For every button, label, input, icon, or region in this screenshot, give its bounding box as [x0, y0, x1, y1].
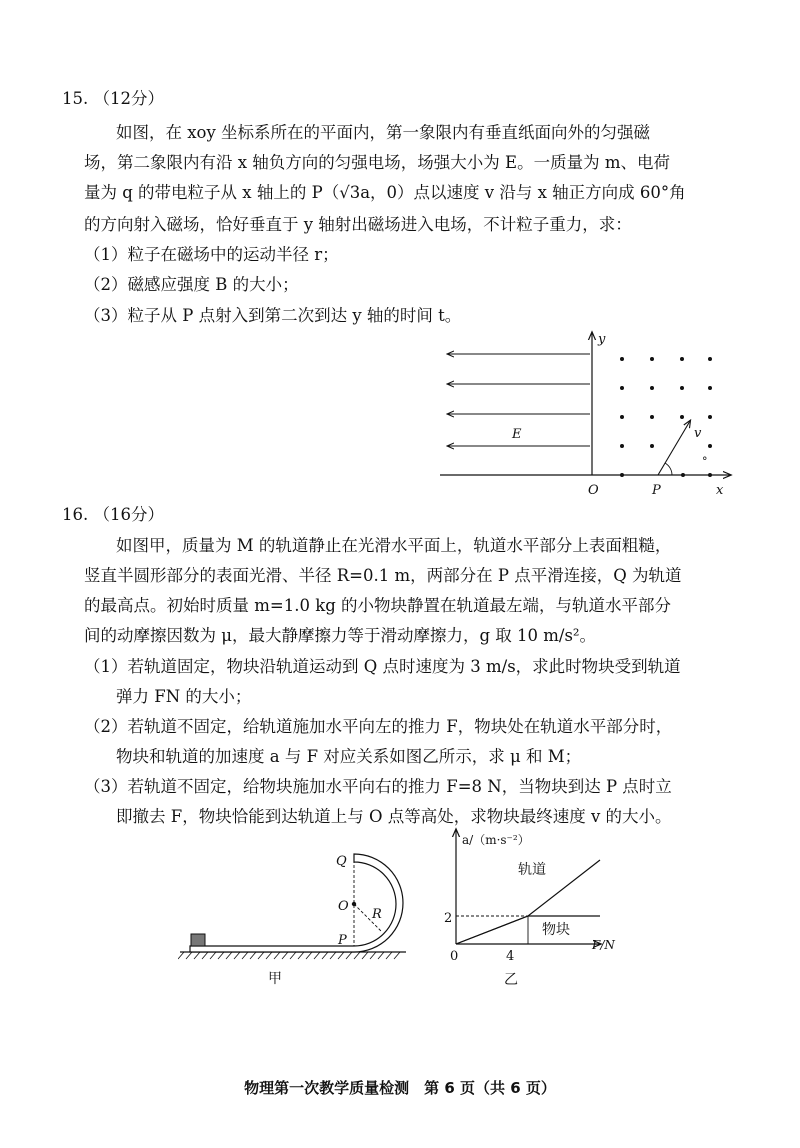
- q15-figure: [440, 325, 760, 503]
- caption-jia: 甲: [268, 971, 282, 987]
- yi-xlabel: F/N: [592, 938, 615, 952]
- track: [190, 854, 403, 952]
- yi-tick-2: 2: [444, 911, 453, 926]
- q15-line-2: 场，第二象限内有沿 x 轴负方向的匀强电场，场强大小为 E。一质量为 m、电荷: [84, 153, 670, 172]
- v-label: v: [694, 426, 702, 441]
- o-label: O: [338, 899, 349, 914]
- q15-header: 15. （12分）: [62, 89, 164, 108]
- magnetic-field-dots: [620, 357, 712, 477]
- yi-ylabel: a/（m·s⁻²）: [462, 833, 530, 847]
- q15-item-3: （3）粒子从 P 点射入到第二次到达 y 轴的时间 t。: [84, 306, 462, 325]
- q16-item-1: （1）若轨道固定，物块沿轨道运动到 Q 点时速度为 3 m/s，求此时物块受到轨道: [84, 657, 681, 676]
- p-label: P: [338, 933, 347, 948]
- x-label: x: [716, 483, 724, 498]
- q15-line-4: 的方向射入磁场，恰好垂直于 y 轴射出磁场进入电场，不计粒子重力，求：: [84, 215, 632, 234]
- ground-hatch: [178, 952, 400, 959]
- origin-label: O: [588, 483, 599, 498]
- p-label: P: [652, 483, 661, 498]
- block: [191, 934, 205, 946]
- q16-item-2-cont: 物块和轨道的加速度 a 与 F 对应关系如图乙所示，求 μ 和 M；: [116, 747, 582, 766]
- q16-item-2: （2）若轨道不固定，给轨道施加水平向左的推力 F，物块处在轨道水平部分时，: [84, 717, 673, 736]
- q16-item-3: （3）若轨道不固定，给物块施加水平向右的推力 F=8 N，当物块到达 P 点时立: [84, 777, 672, 796]
- angle-arc: [665, 463, 672, 475]
- q15-line-3: 量为 q 的带电粒子从 x 轴上的 P（√3a，0）点以速度 v 沿与 x 轴正方向成 60°角: [84, 183, 686, 202]
- yi-block-label: 物块: [542, 922, 570, 938]
- q15-item-1: （1）粒子在磁场中的运动半径 r；: [84, 245, 339, 264]
- e-label: E: [512, 427, 522, 442]
- figure-yi: [440, 824, 630, 988]
- q-label: Q: [336, 854, 347, 869]
- r-label: R: [372, 907, 382, 922]
- yi-tick-4: 4: [506, 949, 515, 964]
- velocity-arrow: [658, 421, 690, 475]
- yi-origin: 0: [450, 949, 459, 964]
- q16-line-1: 如图甲，质量为 M 的轨道静止在光滑水平面上，轨道水平部分上表面粗糙，: [116, 536, 672, 555]
- q16-header: 16. （16分）: [62, 505, 164, 524]
- q16-item-1-cont: 弹力 FN 的大小；: [116, 687, 252, 706]
- q16-item-3-cont: 即撤去 F，物块恰能到达轨道上与 O 点等高处，求物块最终速度 v 的大小。: [116, 807, 672, 826]
- yi-track-label: 轨道: [518, 862, 546, 878]
- page-footer: 物理第一次教学质量检测 第 6 页（共 6 页）: [244, 1079, 556, 1097]
- q16-line-2: 竖直半圆形部分的表面光滑、半径 R=0.1 m，两部分在 P 点平滑连接，Q 为轨道: [84, 566, 682, 585]
- q16-line-4: 间的动摩擦因数为 μ，最大静摩擦力等于滑动摩擦力，g 取 10 m/s²。: [84, 626, 597, 645]
- y-label: y: [598, 332, 606, 347]
- q16-line-3: 的最高点。初始时质量 m=1.0 kg 的小物块静置在轨道最左端，与轨道水平部分: [84, 596, 672, 615]
- q15-line-1: 如图，在 xoy 坐标系所在的平面内，第一象限内有垂直纸面向外的匀强磁: [116, 123, 651, 142]
- angle-mark: °: [702, 455, 708, 468]
- caption-yi: 乙: [504, 972, 518, 988]
- figure-jia: [178, 838, 410, 988]
- q15-item-2: （2）磁感应强度 B 的大小；: [84, 275, 299, 294]
